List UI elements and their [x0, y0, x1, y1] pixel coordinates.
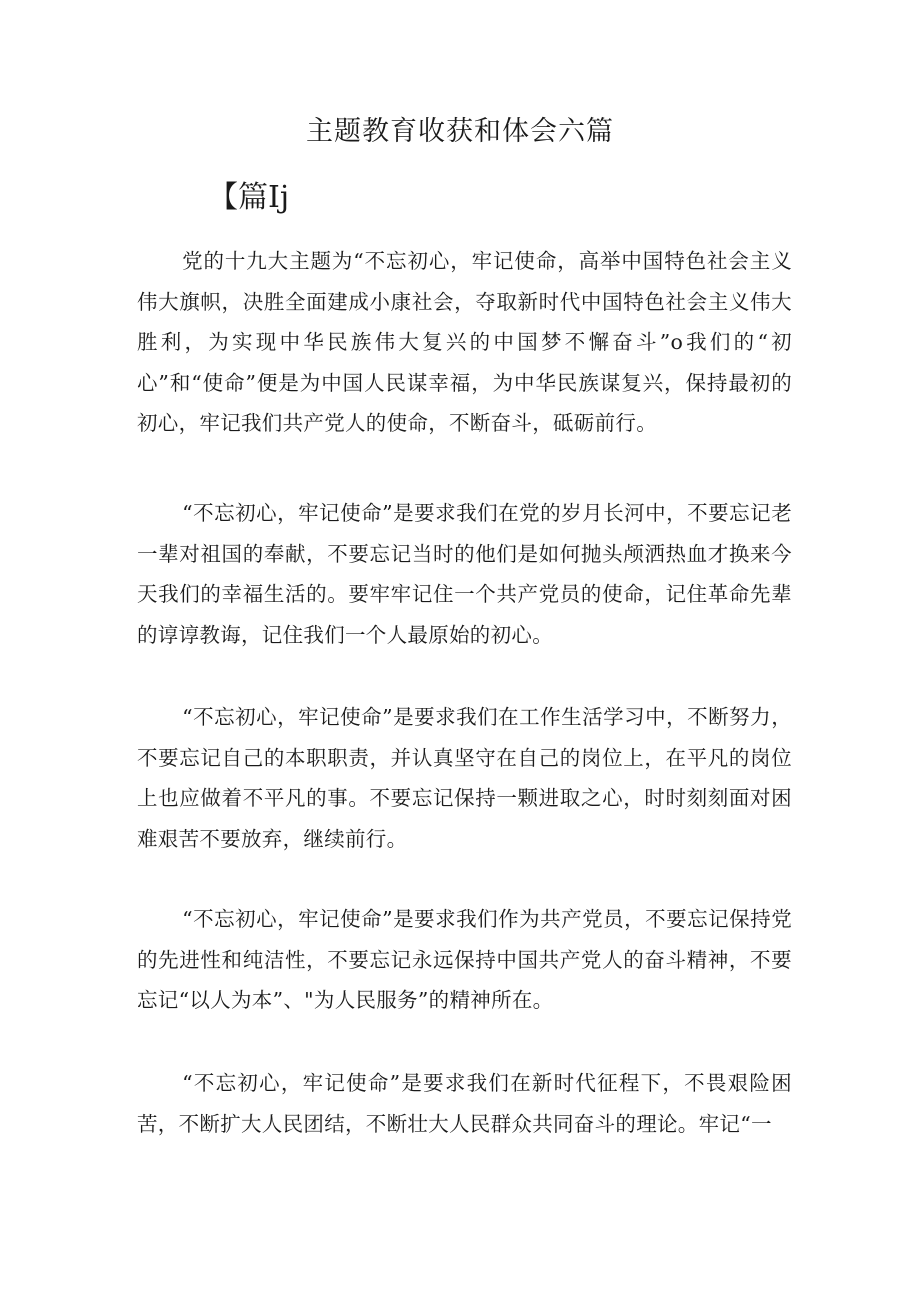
paragraph-4: “不忘初心，牢记使命”是要求我们作为共产党员，不要忘记保持党的先进性和纯洁性，不要忘记永远保持中国共产党人的奋斗精神，不要忘记“以人为本”、"为人民服务”的精神所在。 [137, 907, 792, 1012]
paragraph-1: 党的十九大主题为“不忘初心，牢记使命，高举中国特色社会主义伟大旗帜，决胜全面建成小康社会，夺取新时代中国特色社会主义伟大胜利，为实现中华民族伟大复兴的中国梦不懈奋斗”o我们的“初心”和“使命”便是为中国人民谋幸福，为中华民族谋复兴，保持最初的初心，牢记我们共产党人的使命，不断奋斗，砥砺前行。 [137, 249, 792, 435]
paragraph-3: “不忘初心，牢记使命”是要求我们在工作生活学习中，不断努力，不要忘记自己的本职职责，并认真坚守在自己的岗位上，在平凡的岗位上也应做着不平凡的事。不要忘记保持一颗进取之心，时时刻刻面对困难艰苦不要放弃，继续前行。 [137, 705, 792, 851]
paragraph-5: “不忘初心，牢记使命”是要求我们在新时代征程下，不畏艰险困苦，不断扩大人民团结，不断壮大人民群众共同奋斗的理论。牢记“一 [137, 1071, 792, 1136]
section-label: 【篇Ij [208, 180, 290, 215]
document-title: 主题教育收获和体会六篇 [306, 116, 614, 147]
paragraph-2: “不忘初心，牢记使命”是要求我们在党的岁月长河中，不要忘记老一辈对祖国的奉献，不要忘记当时的他们是如何抛头颅洒热血才换来今天我们的幸福生活的。要牢牢记住一个共产党员的使命，记住革命先辈的谆谆教诲，记住我们一个人最原始的初心。 [137, 501, 792, 647]
